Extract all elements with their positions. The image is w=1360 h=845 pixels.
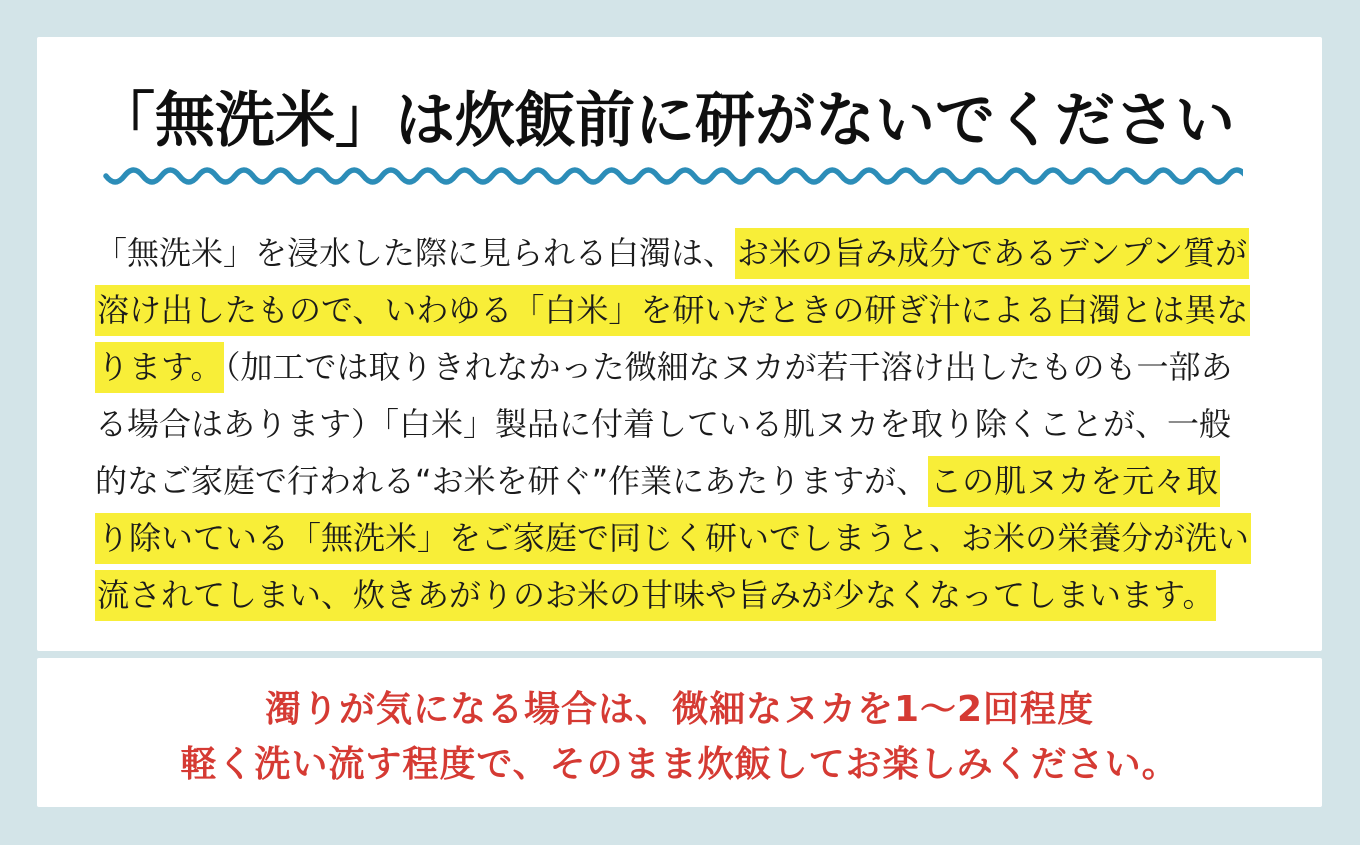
highlighted-text: この肌ヌカを元々取	[928, 456, 1220, 507]
body-line-3	[95, 339, 1267, 396]
highlighted-text: 流されてしまい、炊きあがりのお米の甘味や旨みが少なくなってしまいます。	[95, 570, 1216, 621]
page-title: 「無洗米」は炊飯前に研がないでください	[95, 86, 1235, 156]
info-card	[37, 37, 1322, 651]
body-line-6	[95, 510, 1267, 567]
notice-line-1: 濁りが気になる場合は、微細なヌカを1〜2回程度	[264, 689, 1095, 730]
plain-text: る場合はあります）「白米」製品に付着している肌ヌカを取り除くことが、一般	[95, 405, 1232, 443]
wavy-underline-path	[106, 170, 1243, 182]
body-line-1	[95, 225, 1267, 282]
plain-text: 「無洗米」を浸水した際に見られる白濁は、	[95, 234, 736, 272]
highlighted-text: ります。	[95, 342, 224, 393]
plain-text: 的なご家庭で行われる“お米を研ぐ”作業にあたりますが、	[95, 462, 929, 500]
body-line-4	[95, 396, 1267, 453]
notice-line-2: 軽く洗い流す程度で、そのまま炊飯してお楽しみください。	[180, 744, 1179, 785]
notice-card	[37, 658, 1322, 807]
wavy-underline	[103, 165, 1243, 187]
body-text	[95, 225, 1267, 624]
plain-text: （加工では取りきれなかった微細なヌカが若干溶け出したものも一部あ	[224, 348, 1233, 386]
highlighted-text: 溶け出したもので、いわゆる「白米」を研いだときの研ぎ汁による白濁とは異な	[95, 285, 1250, 336]
body-line-2	[95, 282, 1267, 339]
body-line-5	[95, 453, 1267, 510]
highlighted-text: り除いている「無洗米」をご家庭で同じく研いでしまうと、お米の栄養分が洗い	[95, 513, 1251, 564]
body-line-7	[95, 567, 1267, 624]
highlighted-text: お米の旨み成分であるデンプン質が	[735, 228, 1249, 279]
